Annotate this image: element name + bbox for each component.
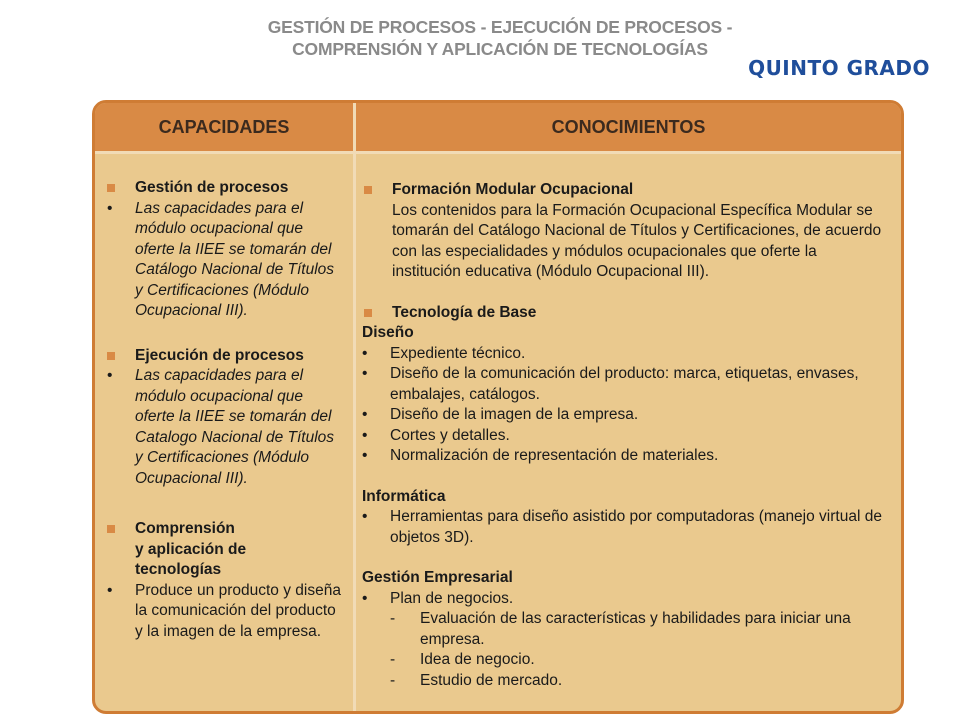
- capacity-item: [107, 581, 345, 643]
- capacity-item-text: Produce un producto y diseña la comunicación del producto y la imagen de la empresa.: [135, 581, 341, 640]
- capacity-heading-label: Gestión de procesos: [135, 179, 289, 196]
- sub-list-item: [362, 609, 889, 650]
- subsection-heading-informatica: Informática: [362, 487, 446, 505]
- subsection-heading-diseno: Diseño: [362, 324, 414, 341]
- grade-label: QUINTO GRADO: [748, 56, 930, 80]
- square-bullet-icon: [107, 184, 115, 192]
- capacity-item: [107, 366, 345, 489]
- list-item-text: Plan de negocios.: [390, 589, 514, 607]
- square-bullet-icon: [107, 525, 115, 533]
- capacity-heading-gestion: [107, 178, 345, 199]
- capacity-heading-label: [135, 519, 246, 581]
- header-conocimientos: CONOCIMIENTOS: [551, 117, 706, 137]
- capacity-item-text: Las capacidades para el módulo ocupacional que oferte la IIEE se tomarán del Catalogo Nacional de Títulos y Certificaciones (Módulo Ocupacional III).: [135, 367, 335, 487]
- knowledge-block-fmo: [362, 180, 889, 283]
- page-title-line-1: GESTIÓN DE PROCESOS - EJECUCIÓN DE PROCESOS -: [267, 17, 733, 37]
- list-item: [362, 364, 889, 405]
- knowledge-text: Los contenidos para la Formación Ocupacional Específica Modular se tomarán del Catálogo Nacional de Títulos y Certificaciones, de acuerdo con las especialidades y módulos ocupacionales que oferte la institución educativa (Módulo Ocupacional III).: [392, 201, 882, 280]
- knowledge-heading-base: [362, 303, 889, 324]
- bullet-icon: •: [362, 365, 368, 382]
- capacity-heading-line: y aplicación de: [135, 540, 247, 558]
- sub-list-item-text: Estudio de mercado.: [420, 671, 563, 689]
- capacity-item-text: Las capacidades para el módulo ocupacional que oferte la IIEE se tomarán del Catálogo Nacional de Títulos y Certificaciones (Módulo Ocupacional III).: [135, 199, 335, 319]
- knowledge-heading: Tecnología de Base: [392, 303, 537, 321]
- capacidades-column: [95, 154, 353, 711]
- bullet-icon: •: [362, 447, 368, 464]
- square-bullet-icon: [107, 352, 115, 360]
- curriculum-table: [92, 100, 904, 714]
- list-item: [362, 426, 889, 447]
- header-capacidades: CAPACIDADES: [158, 117, 290, 137]
- list-item: [362, 507, 889, 548]
- capacity-heading-comprension: [107, 519, 345, 581]
- page-title: [220, 16, 780, 60]
- list-item-text: Normalización de representación de materiales.: [390, 447, 719, 464]
- list-item: [362, 446, 889, 467]
- sub-list-item-text: Idea de negocio.: [420, 651, 535, 668]
- capacity-heading-ejecucion: [107, 346, 345, 367]
- knowledge-heading: Formación Modular Ocupacional: [392, 181, 634, 198]
- list-item-text: Diseño de la comunicación del producto: marca, etiquetas, envases, embalajes, catálogos.: [390, 365, 859, 403]
- square-bullet-icon: [364, 186, 372, 194]
- sub-list-item: [362, 671, 889, 692]
- list-item: [362, 405, 889, 426]
- list-item-text: Expediente técnico.: [390, 344, 526, 362]
- dash-icon: -: [390, 671, 396, 689]
- subsection-heading-gestion: Gestión Empresarial: [362, 569, 513, 586]
- list-item: [362, 589, 889, 610]
- bullet-icon: •: [362, 344, 368, 362]
- bullet-icon: •: [107, 367, 113, 384]
- bullet-icon: •: [107, 199, 113, 217]
- bullet-icon: •: [107, 581, 113, 599]
- list-item: [362, 344, 889, 365]
- list-item-text: Cortes y detalles.: [390, 426, 510, 444]
- bullet-icon: •: [362, 508, 368, 525]
- capacity-heading-label: Ejecución de procesos: [135, 346, 304, 364]
- conocimientos-column: [356, 154, 901, 711]
- dash-icon: -: [390, 610, 396, 627]
- sub-list-item: [362, 650, 889, 671]
- capacity-heading-line: Comprensión: [135, 520, 235, 537]
- bullet-icon: •: [362, 589, 368, 607]
- square-bullet-icon: [364, 309, 372, 317]
- dash-icon: -: [390, 651, 396, 668]
- table-header: [95, 103, 901, 154]
- sub-list-item-text: Evaluación de las características y habilidades para iniciar una empresa.: [420, 610, 851, 648]
- page-title-line-2: COMPRENSIÓN Y APLICACIÓN DE TECNOLOGÍAS: [292, 39, 708, 59]
- capacity-item: [107, 199, 345, 322]
- list-item-text: Herramientas para diseño asistido por computadoras (manejo virtual de objetos 3D).: [390, 508, 882, 546]
- knowledge-block-body: [392, 180, 889, 283]
- bullet-icon: •: [362, 406, 368, 423]
- list-item-text: Diseño de la imagen de la empresa.: [390, 406, 639, 423]
- bullet-icon: •: [362, 426, 368, 444]
- capacity-heading-line: tecnologías: [135, 561, 222, 578]
